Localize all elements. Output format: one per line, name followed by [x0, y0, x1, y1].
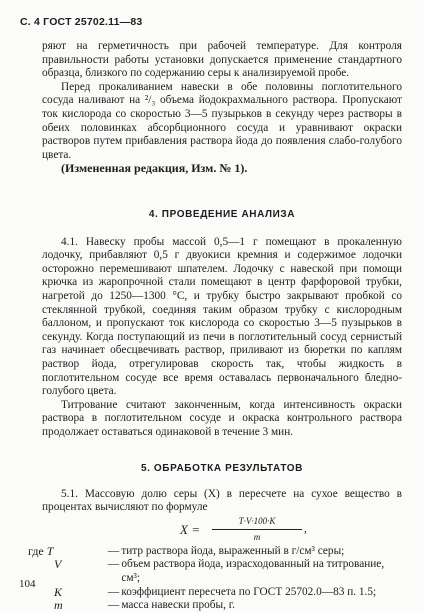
page-number: 104	[19, 578, 36, 590]
formula	[42, 515, 402, 545]
definition-t: титр раствора йода, выраженный в г/см³ серы;	[121, 544, 345, 557]
formula-end: ,	[304, 522, 307, 535]
symbol-t: T	[46, 543, 54, 558]
definition-m: масса навески пробы, г.	[121, 599, 235, 612]
definition-row: K — коэффициент пересчета по ГОСТ 25702.0—83 п. 1.5;	[28, 586, 402, 600]
definition-k: коэффициент пересчета по ГОСТ 25702.0—83 п. 1.5;	[121, 585, 377, 598]
definition-row: где T — титр раствора йода, выраженный в г/см³ серы;	[28, 545, 402, 559]
definition-row: V — объем раствора йода, израсходованный на титрование, см³;	[28, 558, 402, 585]
variable-definitions	[28, 545, 402, 613]
symbol-v: V	[54, 557, 62, 572]
section-4-paragraph-1: 4.1. Навеску пробы массой 0,5—1 г помещают в прокаленную лодочку, прибавляют 0,5 г двуокиси кремния и содержимое лодочки осторожно перемешивают шпателем. Лодочку с навеской при помощи крючка из жаропрочной стали помещают в центр фарфоровой трубки, нагретой до 1250—1300 °С, и трубку быстро закрывают пробкой со стеклянной трубкой, соединяя таким образом трубку с кислородным баллоном, и пропускают ток кислорода со скоростью 3—5 пузырьков в секунду. Когда поступающий из печи в поглотительный сосуд сернистый газ начинает обесцвечивать раствор, приливают из бюретки по каплям раствор йода, отрегулировав скорость так, чтобы жидкость в поглотительном сосуде все время оставалась первоначального бледно-голубого цвета.	[42, 235, 402, 398]
formula-fraction	[212, 515, 302, 545]
section-5-paragraph-1: 5.1. Массовую долю серы (X) в пересчете на сухое вещество в процентах вычисляют по формуле	[42, 487, 402, 514]
where-word: где	[28, 543, 47, 558]
amendment-note: (Измененная редакция, Изм. № 1).	[61, 161, 248, 176]
paragraph-top-2: Перед прокаливанием навески в обе половины поглотительного сосуда наливают на ²/₃ объема йодокрахмального раствора. Пропускают ток кислорода со скоростью 3—5 пузырьков в секунду через растворы в обеих половинках абсорбционного сосуда и уравнивают окраски растворов путем прибавления раствора йода до появления слабо-голубого цвета.	[42, 80, 402, 161]
top-text-block	[42, 40, 402, 176]
section-5-title: 5. ОБРАБОТКА РЕЗУЛЬТАТОВ	[141, 463, 303, 474]
page-header: С. 4 ГОСТ 25702.11—83	[20, 16, 143, 28]
symbol-k: K	[54, 584, 63, 599]
definition-v: объем раствора йода, израсходованный на титрование, см³;	[121, 558, 385, 584]
section-4	[42, 208, 402, 440]
definition-row: m — масса навески пробы, г.	[28, 599, 402, 613]
paragraph-top-1: ряют на герметичность при рабочей температуре. Для контроля правильности работы установки допускается применение стандартного образца, близкого по содержанию серы к анализируемой пробе.	[42, 40, 402, 80]
section-4-paragraph-2: Титрование считают законченным, когда интенсивность окраски раствора в поглотительном сосуде и окраска контрольного раствора продолжает оставаться одинаковой в течение 3 мин.	[42, 398, 402, 438]
section-5	[28, 462, 402, 613]
formula-lhs: X =	[180, 521, 200, 537]
formula-numerator: T·V·100·K	[212, 515, 302, 531]
formula-denominator: m	[253, 532, 261, 543]
symbol-m: m	[54, 598, 63, 613]
section-4-title: 4. ПРОВЕДЕНИЕ АНАЛИЗА	[148, 209, 296, 220]
